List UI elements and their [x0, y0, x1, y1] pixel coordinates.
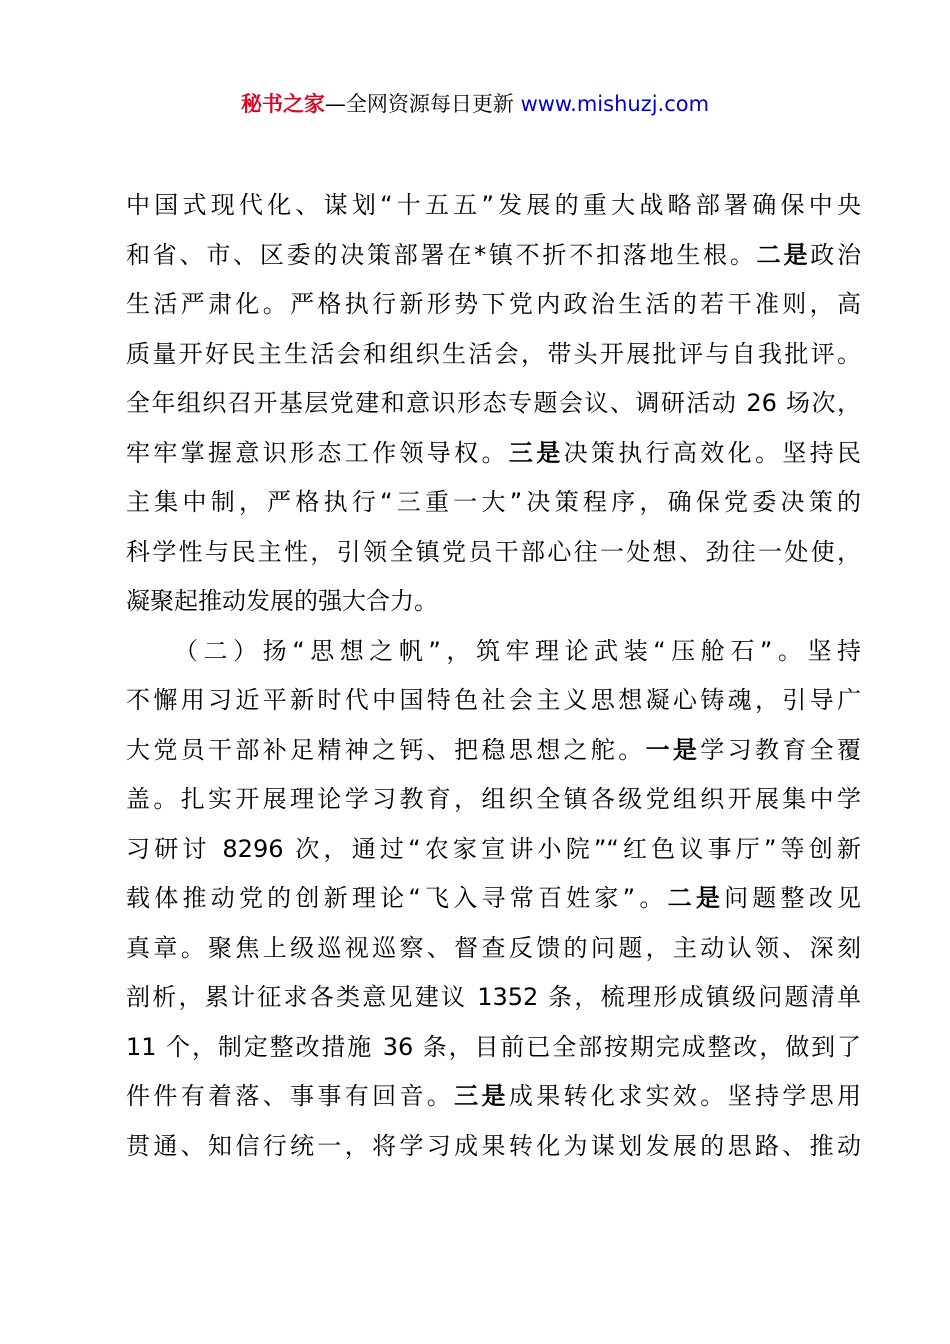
text-line: [126, 379, 861, 429]
text-line: [126, 874, 861, 924]
header-brand: 秘书之家: [240, 92, 325, 116]
text-segment: 不懈用习近平新时代中国特色社会主义思想凝心铸魂，引导广: [126, 686, 861, 714]
text-segment: 全年组织召开基层党建和意识形态专题会议、调研活动 26 场次，: [126, 389, 861, 417]
text-segment: 剖析，累计征求各类意见建议 1352 条，梳理形成镇级问题清单: [126, 983, 861, 1011]
text-line: [126, 1023, 861, 1073]
text-line: [126, 1122, 861, 1172]
text-segment: 决策执行高效化。坚持民: [563, 438, 861, 467]
text-segment: 习研讨 8296 次，通过“农家宣讲小院”“红色议事厅”等创新: [126, 834, 861, 863]
text-segment: 和省、市、区委的决策部署在*镇不折不扣落地生根。: [126, 240, 757, 269]
text-segment: 学习教育全覆: [700, 735, 861, 764]
bold-keyword: 二是: [756, 240, 811, 269]
text-line: [126, 825, 861, 875]
text-segment: 件件有着落、事事有回音。: [126, 1082, 455, 1110]
text-line: [126, 676, 861, 726]
text-segment: 主集中制，严格执行“三重一大”决策程序，确保党委决策的: [126, 488, 861, 516]
text-line: [126, 627, 861, 677]
header-url[interactable]: www.mishuzj.com: [520, 92, 710, 116]
text-segment: 质量开好民主生活会和组织生活会，带头开展批评与自我批评。: [126, 339, 861, 368]
page-header: [0, 86, 950, 122]
text-line: [126, 330, 861, 380]
text-line: [126, 973, 861, 1023]
text-line: [126, 231, 861, 281]
text-segment: 牢牢掌握意识形态工作领导权。: [126, 438, 509, 467]
text-line: [126, 280, 861, 330]
text-segment: 11 个，制定整改措施 36 条，目前已全部按期完成整改，做到了: [126, 1032, 861, 1061]
text-segment: 科学性与民主性，引领全镇党员干部心往一处想、劲往一处使，: [126, 537, 861, 566]
text-line: [126, 429, 861, 479]
text-line: [126, 775, 861, 825]
bold-keyword: 三是: [454, 1082, 509, 1110]
text-line: [126, 528, 861, 578]
text-line: [126, 577, 861, 627]
text-segment: 贯通、知信行统一，将学习成果转化为谋划发展的思路、推动: [126, 1131, 861, 1160]
bold-keyword: 三是: [508, 438, 564, 467]
text-segment: 凝聚起推动发展的强大合力。: [126, 587, 438, 615]
text-segment: 中国式现代化、谋划“十五五”发展的重大战略部署确保中央: [126, 191, 861, 219]
text-segment: 生活严肃化。严格执行新形势下党内政治生活的若干准则，高: [126, 290, 861, 318]
header-tagline: —全网资源每日更新: [324, 92, 521, 116]
text-line: [126, 924, 861, 974]
text-segment: 真章。聚焦上级巡视巡察、督查反馈的问题，主动认领、深刻: [126, 933, 861, 962]
text-segment: 政治: [810, 240, 861, 269]
text-segment: 载体推动党的创新理论“飞入寻常百姓家”。: [126, 884, 668, 912]
text-segment: （二）扬“思想之帆”，筑牢理论武装“压舱石”。坚持: [174, 636, 861, 665]
text-segment: 成果转化求实效。坚持学思用: [508, 1082, 861, 1110]
text-segment: 盖。扎实开展理论学习教育，组织全镇各级党组织开展集中学: [126, 785, 861, 813]
text-segment: 问题整改见: [724, 884, 861, 912]
document-body: [126, 181, 861, 1171]
text-line: [126, 181, 861, 231]
text-line: [126, 1072, 861, 1122]
bold-keyword: 二是: [667, 884, 725, 912]
text-line: [126, 478, 861, 528]
text-segment: 大党员干部补足精神之钙、把稳思想之舵。: [126, 735, 646, 764]
bold-keyword: 一是: [645, 735, 701, 764]
text-line: [126, 726, 861, 776]
